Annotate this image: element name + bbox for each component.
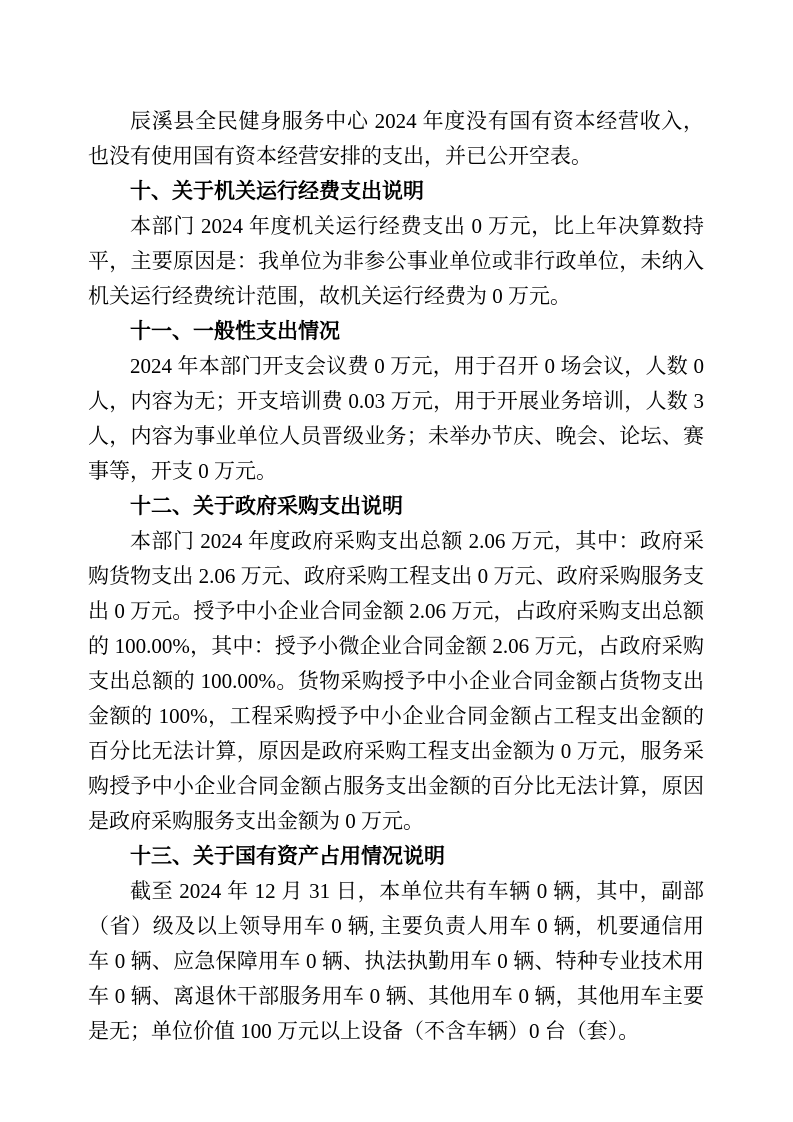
para-section-10-agency-operating-expense: 本部门 2024 年度机关运行经费支出 0 万元，比上年决算数持平，主要原因是：我单位为非参公事业单位或非行政单位，未纳入机关运行经费统计范围，故机关运行经费为 0 万元。	[88, 214, 704, 308]
heading-section-10-agency-operating-expense: 十、关于机关运行经费支出说明	[130, 180, 424, 203]
heading-section-11-general-expenditure: 十一、一般性支出情况	[130, 320, 340, 343]
para-section-13-state-asset-occupancy: 截至 2024 年 12 月 31 日，本单位共有车辆 0 辆，其中，副部（省）级及以上领导用车 0 辆, 主要负责人用车 0 辆，机要通信用车 0 辆、应急保障用车 0 辆、执法执勤用车 0 辆、特种专业技术用车 0 辆、离退休干部服务用车 0 辆、其他用车 0 辆，其他用车主要是无；单位价值 100 万元以上设备（不含车辆）0 台（套）。	[88, 879, 704, 1043]
document-content	[88, 104, 704, 1049]
para-state-capital-summary: 辰溪县全民健身服务中心 2024 年度没有国有资本经营收入，也没有使用国有资本经营安排的支出，并已公开空表。	[88, 109, 704, 168]
para-section-12-government-procurement: 本部门 2024 年度政府采购支出总额 2.06 万元，其中：政府采购货物支出 2.06 万元、政府采购工程支出 0 万元、政府采购服务支出 0 万元。授予中小企业合同金额 2.06 万元，占政府采购支出总额的 100.00%，其中：授予小微企业合同金额 2.06 万元，占政府采购支出总额的 100.00%。货物采购授予中小企业合同金额占货物支出金额的 100%，工程采购授予中小企业合同金额占工程支出金额的百分比无法计算，原因是政府采购工程支出金额为 0 万元，服务采购授予中小企业合同金额占服务支出金额的百分比无法计算，原因是政府采购服务支出金额为 0 万元。	[88, 529, 704, 833]
para-section-11-general-expenditure: 2024 年本部门开支会议费 0 万元，用于召开 0 场会议，人数 0 人，内容为无；开支培训费 0.03 万元，用于开展业务培训，人数 3 人，内容为事业单位人员晋级业务；未举办节庆、晚会、论坛、赛事等，开支 0 万元。	[88, 354, 704, 483]
heading-section-13-state-asset-occupancy: 十三、关于国有资产占用情况说明	[130, 845, 445, 868]
heading-section-12-government-procurement: 十二、关于政府采购支出说明	[130, 495, 403, 518]
